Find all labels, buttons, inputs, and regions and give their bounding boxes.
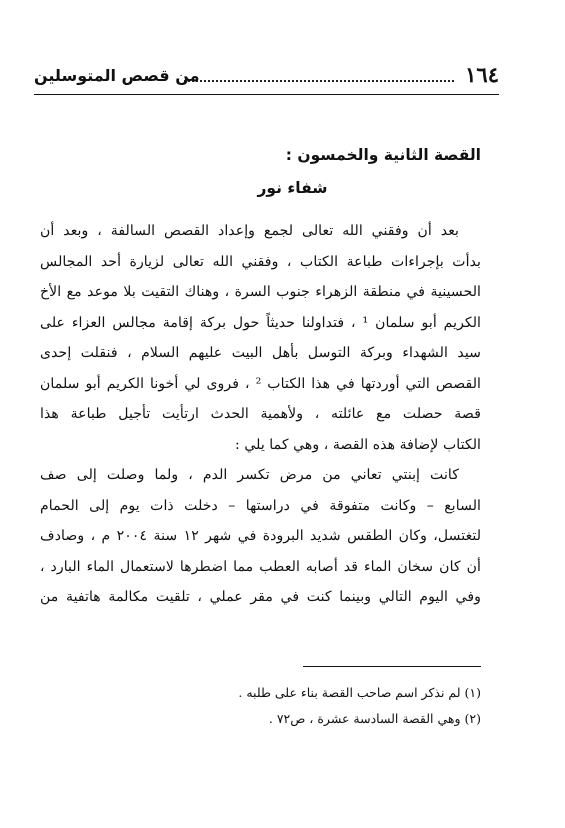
- text-line: لتغتسل، وكان الطقس شديد البرودة في شهر ١٢ سنة ٢٠٠٤ م ، وصادف: [40, 528, 481, 544]
- story-number-heading: القصة الثانية والخمسون :: [285, 146, 481, 164]
- story-title: شفاء نور: [257, 179, 328, 197]
- footnote: (١) لم نذكر اسم صاحب القصة بناء على طلبه .: [238, 685, 481, 700]
- text-line: بدأت بإجراءات طباعة الكتاب ، وفقني الله تعالى لزيارة أحد المجالس: [40, 253, 481, 270]
- page-number: ١٦٤: [465, 62, 499, 87]
- text-line: الكريم أبو سلمان ¹ ، فتداولنا حديثاً حول بركة إقامة مجالس العزاء على: [40, 314, 481, 331]
- text-line: بعد أن وفقني الله تعالى لجمع وإعداد القصص السالفة ، وبعد أن: [40, 223, 459, 239]
- footnote-separator: [303, 666, 481, 667]
- text-line: وفي اليوم التالي وبينما كنت في مقر عملي ، تلقيت مكالمة هاتفية من: [40, 589, 481, 605]
- footnote: (٢) وهي القصة السادسة عشرة ، ص٧٢ .: [268, 711, 481, 726]
- running-title: من قصص المتوسلين: [34, 66, 200, 85]
- text-line: سيد الشهداء وبركة التوسل بأهل البيت عليهم السلام ، فنقلت إحدى: [40, 345, 481, 361]
- text-line: قصة حصلت مع عائلته ، ولأهمية الحدث ارتأيت تأجيل طباعة هذا: [40, 406, 481, 422]
- text-line: القصص التي أوردتها في هذا الكتاب ² ، فروى لي أخونا الكريم أبو سلمان: [40, 375, 481, 392]
- page-header: [34, 60, 499, 94]
- text-line: أن كان سخان الماء قد أصابه العطب مما اضطرها لاستعمال الماء البارد ،: [40, 558, 481, 575]
- text-line: الحسينية في منطقة الزهراء جنوب السرة ، وهناك التقيت بلا موعد مع الأخ: [40, 284, 481, 300]
- header-dot-leader: [184, 78, 454, 82]
- text-line: كانت إبنتي تعاني من مرض تكسر الدم ، ولما وصلت إلى صف: [40, 467, 459, 483]
- text-line: الكتاب لإضافة هذه القصة ، وهي كما يلي :: [235, 436, 481, 453]
- footnotes: [40, 680, 481, 732]
- story-body: [40, 216, 481, 613]
- header-rule: [34, 94, 499, 95]
- text-line: السابع – وكانت متفوقة في دراستها – دخلت ذات يوم إلى الحمام: [40, 497, 481, 514]
